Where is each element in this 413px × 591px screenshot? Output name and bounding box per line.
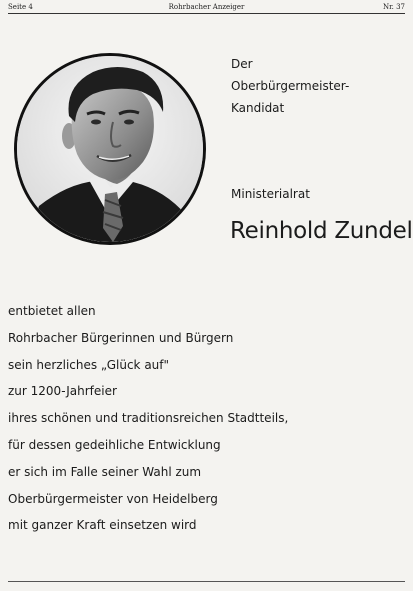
greeting-line: mit ganzer Kraft einsetzen wird: [8, 518, 197, 533]
greeting-line: Rohrbacher Bürgerinnen und Bürgern: [8, 330, 234, 345]
portrait-photo: [17, 56, 203, 242]
footer-rule: [8, 581, 405, 582]
greeting-line: Oberbürgermeister von Heidelberg: [8, 491, 218, 506]
intro-line: Der: [231, 57, 253, 71]
page-number: Seite 4: [8, 3, 33, 11]
candidate-rank: Ministerialrat: [231, 187, 310, 201]
greeting-line: ihres schönen und traditionsreichen Stadtteils,: [8, 411, 289, 426]
intro-line: Oberbürgermeister-: [231, 79, 350, 93]
intro-line: Kandidat: [231, 101, 285, 115]
greeting-line: für dessen gedeihliche Entwicklung: [8, 437, 221, 452]
candidate-name: Reinhold Zundel: [230, 218, 413, 244]
greeting-line: er sich im Falle seiner Wahl zum: [8, 464, 202, 479]
greeting-line: sein herzliches „Glück auf": [8, 357, 170, 372]
candidate-intro: [231, 53, 349, 119]
issue-number: Nr. 37: [382, 3, 405, 11]
greeting-text: [8, 298, 288, 539]
candidate-portrait: [14, 53, 206, 245]
greeting-line: zur 1200-Jahrfeier: [8, 384, 117, 399]
greeting-line: entbietet allen: [8, 304, 96, 318]
header-rule: [8, 13, 405, 14]
publication-title: Rohrbacher Anzeiger: [168, 3, 245, 11]
